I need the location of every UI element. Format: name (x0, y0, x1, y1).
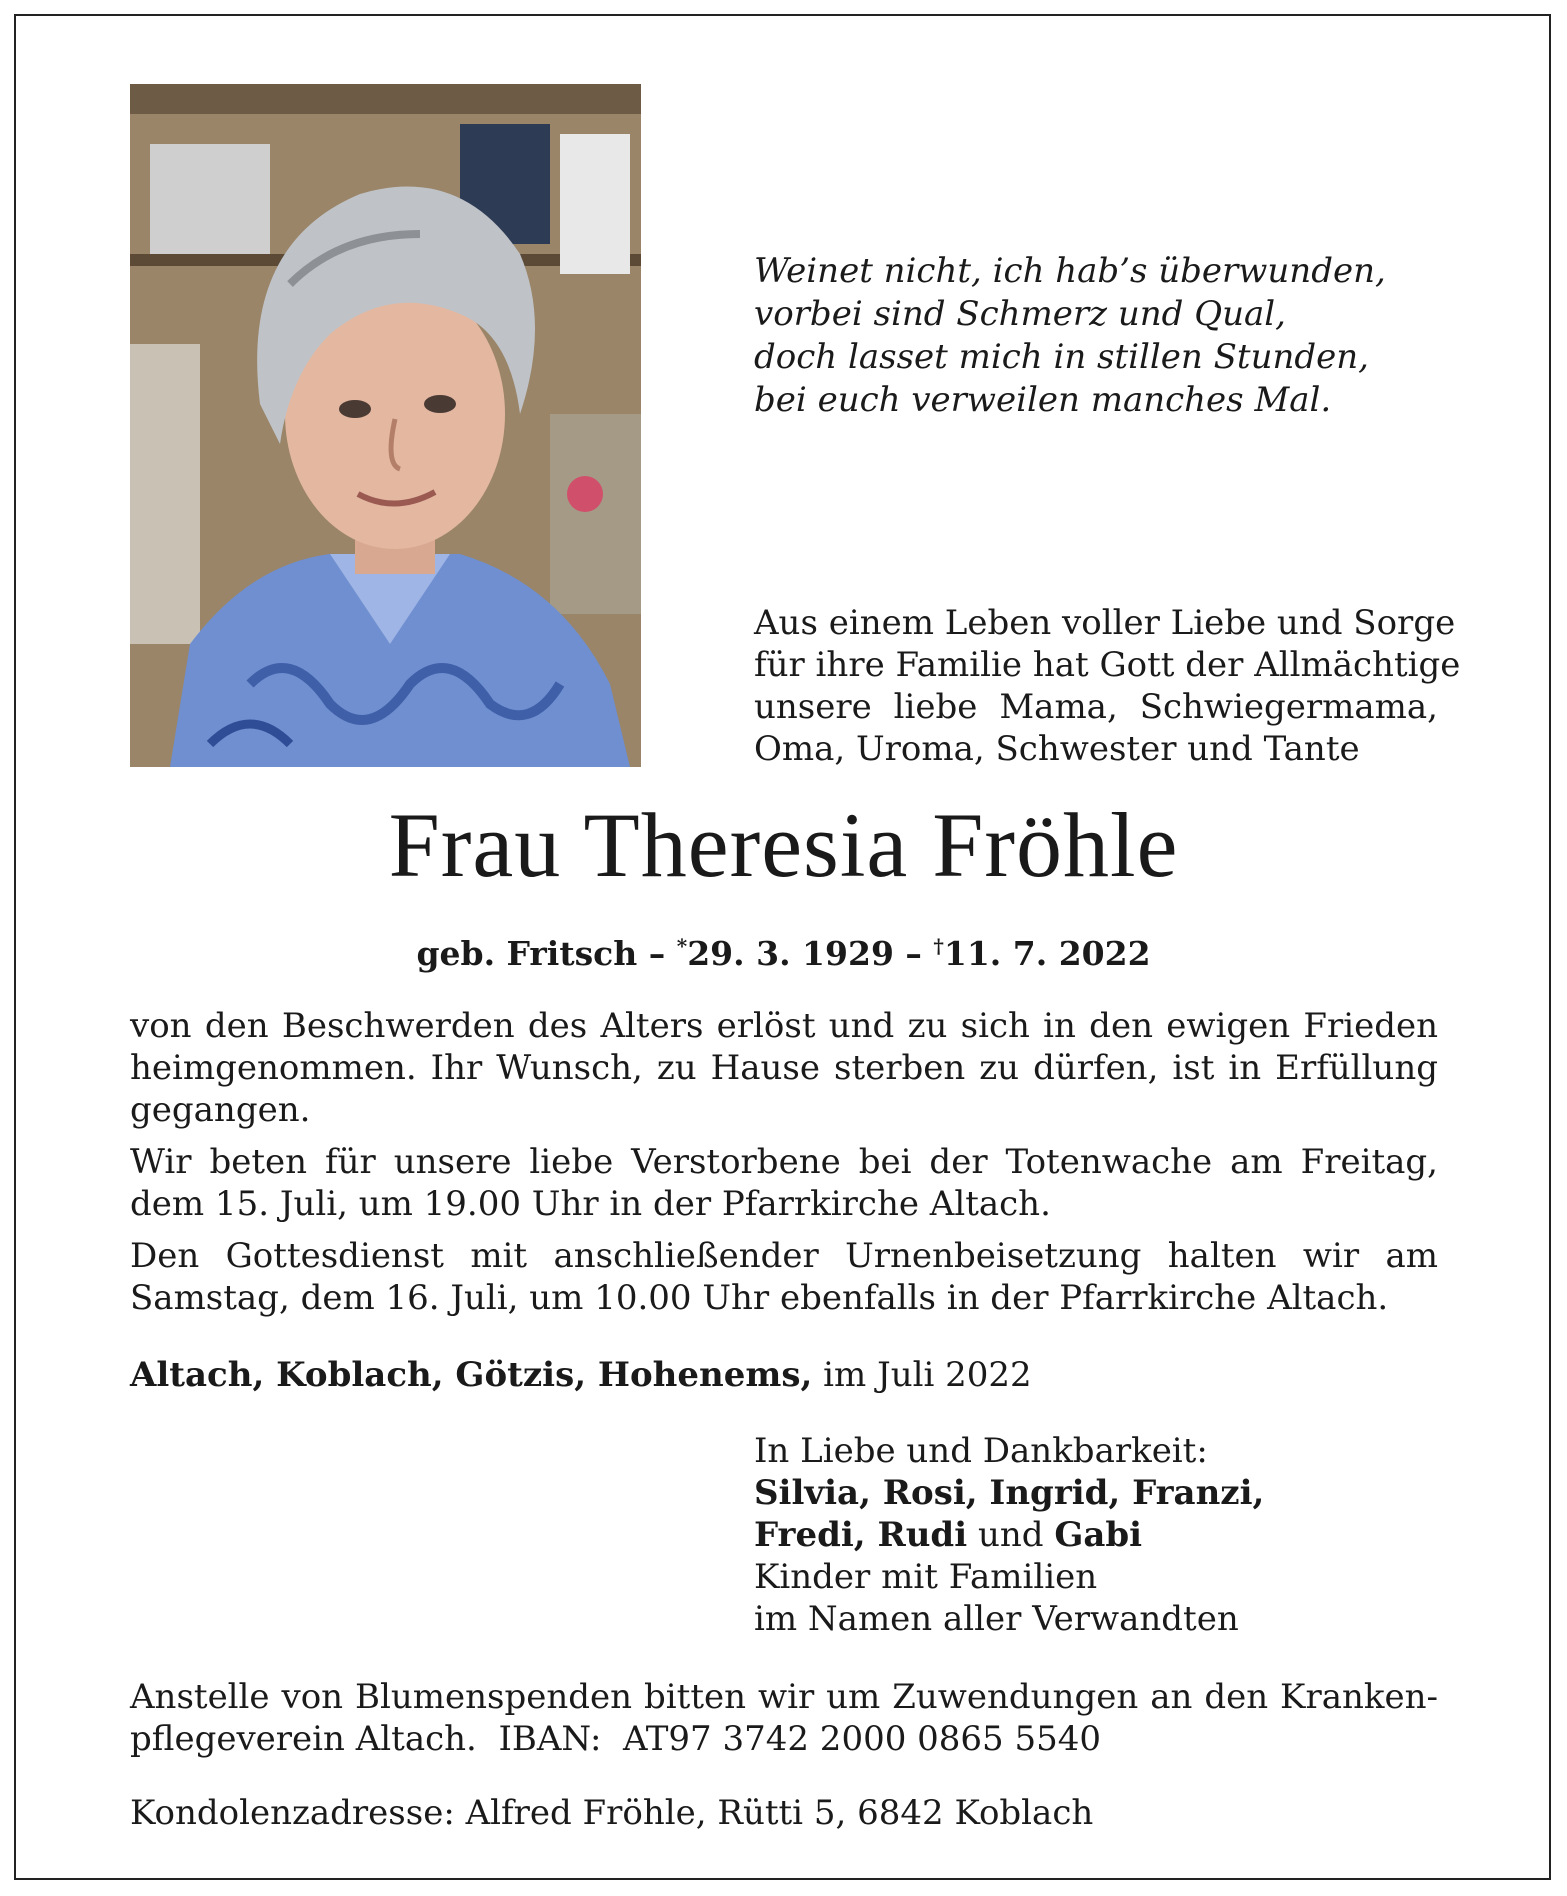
death-symbol: † (933, 934, 944, 958)
poem-line: vorbei sind Schmerz und Qual, (754, 294, 1286, 334)
intro-line: Aus einem Leben voller Liebe und Sorge (754, 603, 1456, 643)
condolence-address: Kondolenzadresse: Alfred Fröhle, Rütti 5, 6842 Koblach (130, 1793, 1094, 1833)
death-date: 11. 7. 2022 (943, 934, 1151, 973)
place-date: im Juli 2022 (823, 1355, 1032, 1395)
signers-greeting: In Liebe und Dankbarkeit: (754, 1431, 1208, 1471)
donation-line: Anstelle von Blumenspenden bitten wir um Zuwendungen an den Kranken- (130, 1677, 1438, 1717)
poem (754, 250, 1454, 422)
birth-date: 29. 3. 1929 (687, 934, 894, 973)
poem-line: bei euch verweilen manches Mal. (754, 380, 1332, 420)
signers-names: Gabi (1054, 1515, 1143, 1555)
donation-line: pflegeverein Altach. IBAN: AT97 3742 2000 0865 5540 (130, 1719, 1102, 1759)
place-and-date (130, 1354, 1130, 1396)
body-paragraph: Wir beten für unsere liebe Verstorbene bei der Totenwache am Freitag, dem 15. Juli, um 19.00 Uhr in der Pfarrkirche Altach. (130, 1142, 1438, 1224)
signers (754, 1430, 1454, 1640)
signers-line: Kinder mit Familien (754, 1557, 1098, 1597)
poem-line: doch lasset mich in stillen Stunden, (754, 337, 1369, 377)
intro-line: für ihre Familie hat Gott der Allmächtige (754, 645, 1461, 685)
donation-note (130, 1676, 1438, 1760)
intro-line: unsere liebe Mama, Schwiegermama, (754, 687, 1438, 727)
dash-separator: – (648, 934, 666, 973)
deceased-name: Frau Theresia Fröhle (388, 794, 1179, 896)
obituary-body (130, 1005, 1438, 1329)
signers-line: im Namen aller Verwandten (754, 1599, 1239, 1639)
place-towns: Altach, Koblach, Götzis, Hohenems, (130, 1355, 813, 1395)
portrait-photo (130, 84, 641, 767)
signers-names: Fredi, Rudi (754, 1515, 968, 1555)
intro-line: Oma, Uroma, Schwester und Tante (754, 729, 1360, 769)
portrait-illustration (130, 84, 641, 767)
birth-symbol: * (676, 934, 688, 958)
signers-names: Silvia, Rosi, Ingrid, Franzi, (754, 1473, 1265, 1513)
intro-text (754, 602, 1461, 770)
life-dates (0, 925, 1567, 975)
signers-and: und (977, 1515, 1044, 1555)
birth-name: geb. Fritsch (416, 934, 638, 973)
dash-separator: – (905, 934, 922, 973)
body-paragraph: Den Gottesdienst mit anschließender Urnenbeisetzung halten wir am Samstag, dem 16. Juli, um 10.00 Uhr ebenfalls in der Pfarrkirche Altach. (130, 1236, 1438, 1318)
poem-line: Weinet nicht, ich hab’s überwunden, (754, 251, 1386, 291)
body-paragraph: von den Beschwerden des Alters erlöst und zu sich in den ewigen Frieden heimgenommen. Ihr Wunsch, zu Hause sterben zu dürfen, ist in Erfüllung gegangen. (130, 1006, 1438, 1130)
